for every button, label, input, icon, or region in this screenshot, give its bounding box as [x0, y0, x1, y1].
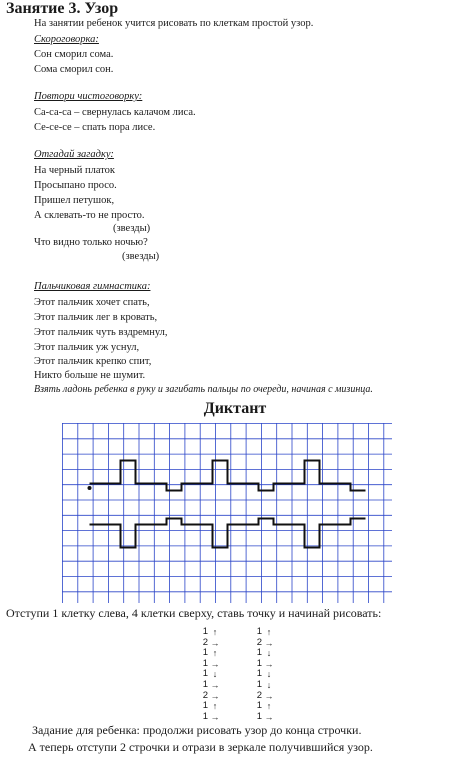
- arrow-down-icon: ↓: [266, 648, 272, 659]
- step-count: 1: [202, 700, 208, 712]
- lesson-title: Занятие 3. Узор: [6, 0, 119, 17]
- start-point: [88, 486, 92, 490]
- arrow-right-icon: →: [264, 637, 274, 648]
- step-count: 1: [202, 647, 208, 659]
- arrow-right-icon: →: [264, 658, 274, 669]
- step-count: 1: [202, 710, 208, 722]
- pure-speech-line: Са-са-са – свернулась калачом лиса.: [34, 107, 196, 118]
- step-count: 1: [256, 668, 262, 680]
- step-count: 2: [256, 689, 262, 701]
- riddle-heading: Отгадай загадку:: [34, 149, 114, 160]
- grid-lines: [62, 423, 392, 603]
- riddle-line: На черный платок: [34, 165, 116, 176]
- arrow-right-icon: →: [210, 711, 220, 722]
- step-count: 1: [202, 657, 208, 669]
- step-count: 1: [256, 647, 262, 659]
- tongue-twister-heading: Скороговорка:: [34, 34, 99, 45]
- step-count: 2: [202, 636, 208, 648]
- riddle-answer: (звезды): [122, 251, 160, 262]
- finger-gym-line: Этот пальчик лег в кровать,: [34, 312, 158, 323]
- pure-speech-line: Се-се-се – спать пора лисе.: [34, 122, 156, 133]
- pattern-line-bottom: [90, 519, 366, 548]
- arrow-up-icon: ↑: [212, 701, 218, 712]
- step-count: 1: [256, 626, 262, 637]
- arrow-up-icon: ↑: [212, 627, 218, 637]
- riddle-question: Что видно только ночью?: [34, 237, 148, 248]
- tongue-twister-line: Сон сморил сома.: [34, 49, 114, 60]
- pure-speech-heading: Повтори чистоговорку:: [34, 91, 143, 102]
- step-count: 1: [256, 700, 262, 712]
- riddle-line: Пришел петушок,: [34, 195, 115, 206]
- arrow-right-icon: →: [210, 658, 220, 669]
- step-count: 1: [256, 678, 262, 690]
- step-row: [200, 680, 222, 691]
- step-row: [254, 712, 276, 723]
- dictation-title: Диктант: [203, 400, 267, 417]
- finger-gym-line: Этот пальчик уж уснул,: [34, 342, 140, 353]
- arrow-down-icon: ↓: [266, 679, 272, 690]
- arrow-down-icon: ↓: [266, 669, 272, 680]
- task-text: Задание для ребенка: продолжи рисовать узор до конца строчки.: [32, 723, 362, 737]
- arrow-up-icon: ↑: [266, 627, 272, 637]
- finger-gym-line: Этот пальчик хочет спать,: [34, 297, 150, 308]
- dictation-instruction: Отступи 1 клетку слева, 4 клетки сверху, ставь точку и начинай рисовать:: [6, 606, 382, 620]
- finger-gym-line: Этот пальчик крепко спит,: [34, 356, 152, 367]
- arrow-right-icon: →: [264, 690, 274, 701]
- finger-gym-note: Взять ладонь ребенка в руку и загибать пальцы по очереди, начиная с мизинца.: [34, 384, 373, 395]
- step-count: 2: [202, 689, 208, 701]
- step-count: 1: [202, 678, 208, 690]
- finger-gym-line: Никто больше не шумит.: [34, 370, 146, 381]
- arrow-up-icon: ↑: [266, 701, 272, 712]
- step-row: [254, 627, 276, 638]
- arrow-right-icon: →: [210, 637, 220, 648]
- arrow-right-icon: →: [210, 679, 220, 690]
- riddle-line: Просыпано просо.: [34, 180, 117, 191]
- pattern-line-top: [90, 461, 366, 491]
- step-count: 1: [256, 710, 262, 722]
- step-count: 2: [256, 636, 262, 648]
- step-row: [254, 680, 276, 691]
- task-text-2: А теперь отступи 2 строчки и отрази в зеркале получившийся узор.: [28, 740, 373, 754]
- tongue-twister-line: Сома сморил сон.: [34, 64, 114, 75]
- step-row: [200, 712, 222, 723]
- arrow-up-icon: ↑: [212, 648, 218, 659]
- lesson-intro: На занятии ребенок учится рисовать по клеткам простой узор.: [34, 18, 314, 29]
- steps-column-right: [254, 627, 276, 722]
- dictation-grid: [62, 423, 392, 603]
- finger-gym-heading: Пальчиковая гимнастика:: [34, 281, 151, 292]
- step-row: [200, 627, 222, 638]
- arrow-right-icon: →: [210, 690, 220, 701]
- riddle-answer: (звезды): [113, 223, 151, 234]
- step-count: 1: [256, 657, 262, 669]
- step-count: 1: [202, 668, 208, 680]
- arrow-down-icon: ↓: [212, 669, 218, 680]
- finger-gym-line: Этот пальчик чуть вздремнул,: [34, 327, 168, 338]
- arrow-right-icon: →: [264, 711, 274, 722]
- step-count: 1: [202, 626, 208, 637]
- steps-column-left: [200, 627, 222, 722]
- riddle-line: А склевать-то не просто.: [34, 210, 145, 221]
